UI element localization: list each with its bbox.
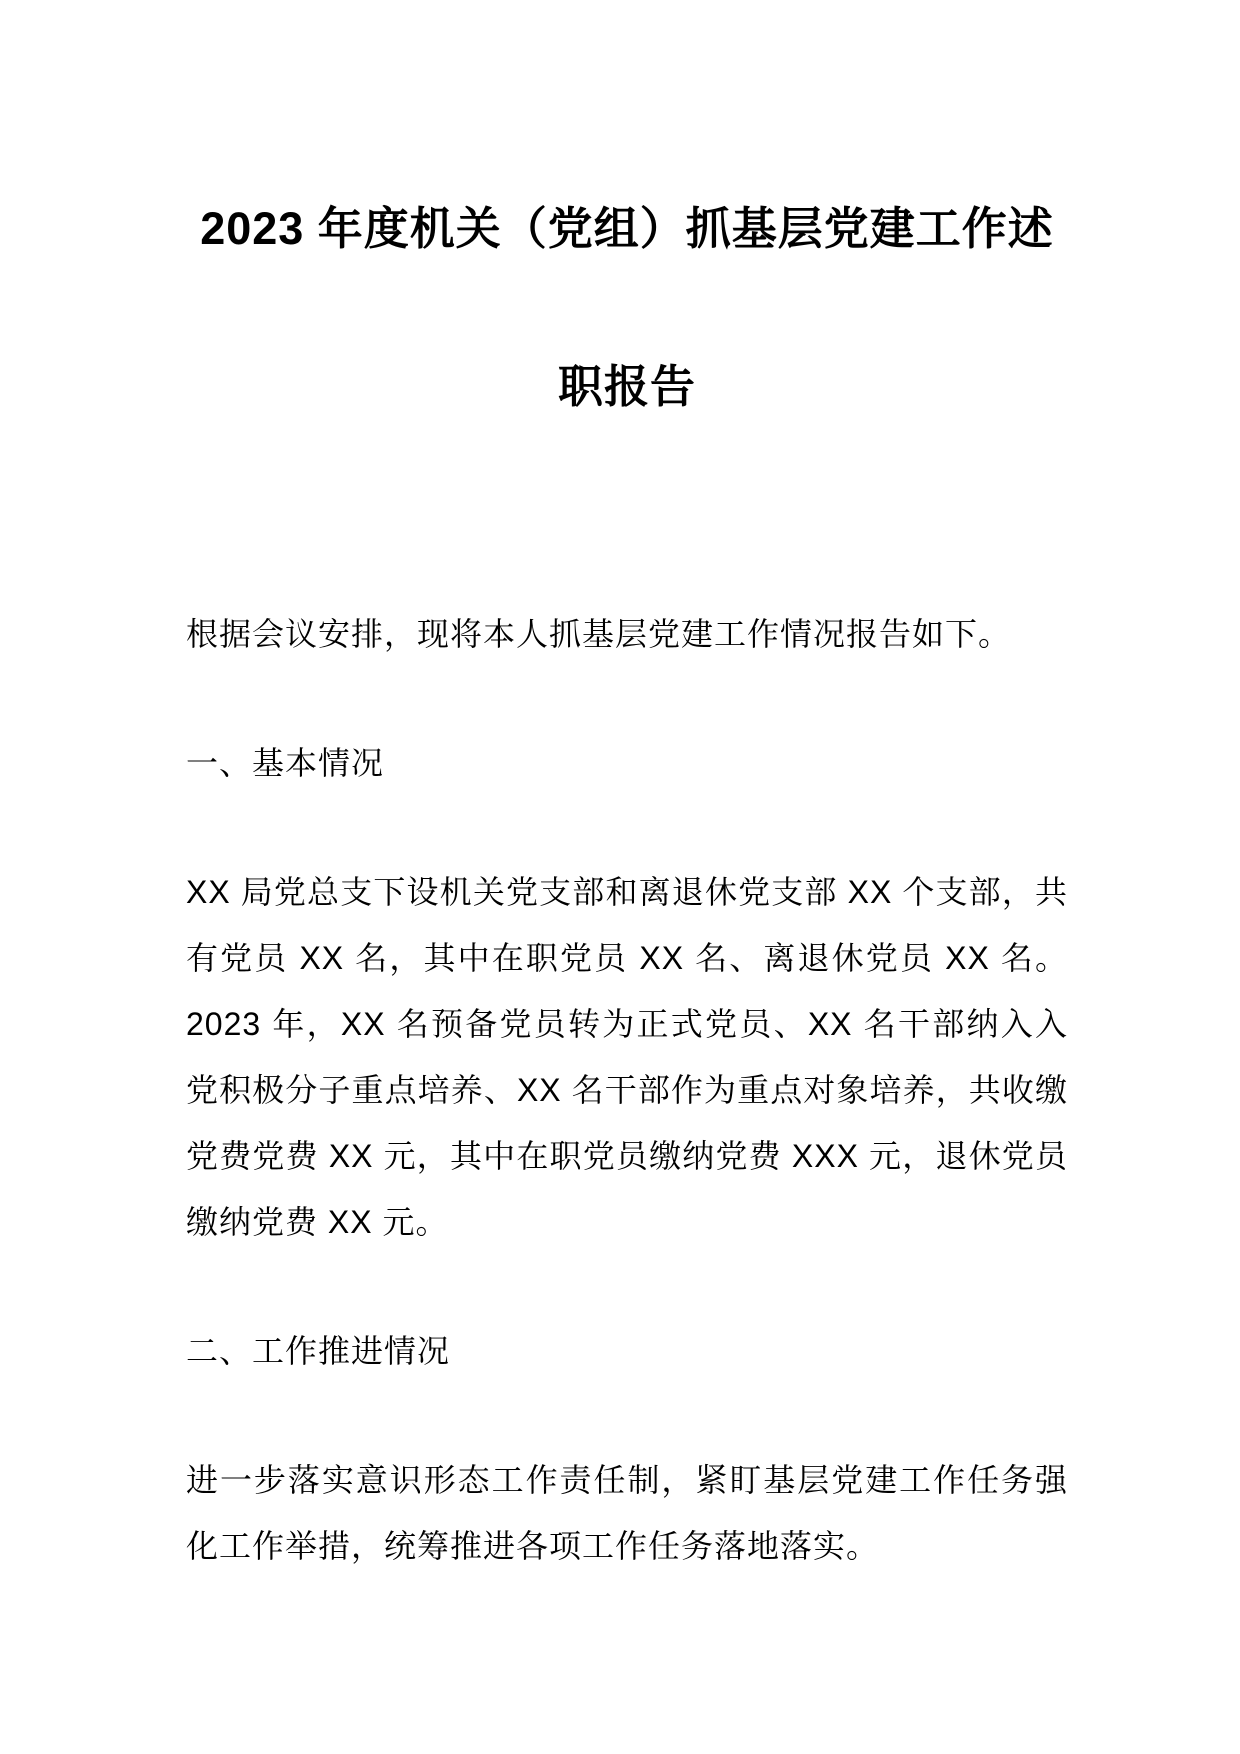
section-1-heading: 一、基本情况 — [186, 745, 385, 781]
section-2-heading: 二、工作推进情况 — [186, 1333, 451, 1369]
document-title-line-1: 2023 年度机关（党组）抓基层党建工作述 — [200, 203, 1054, 254]
section-1-paragraph: XX 局党总支下设机关党支部和离退休党支部 XX 个支部，共有党员 XX 名，其中在职党员 XX 名、离退休党员 XX 名。2023 年，XX 名预备党员转为正式党员、XX 名干部纳入入党积极分子重点培养、XX 名干部作为重点对象培养，共收缴党费党费 XX 元，其中在职党员缴纳党费 XXX 元，退休党员缴纳党费 XX 元。 — [186, 874, 1068, 1240]
section-2-paragraph: 进一步落实意识形态工作责任制，紧盯基层党建工作任务强化工作举措，统筹推进各项工作任务落地落实。 — [186, 1462, 1068, 1564]
document-title-line-2: 职报告 — [557, 361, 696, 412]
intro-paragraph: 根据会议安排，现将本人抓基层党建工作情况报告如下。 — [186, 616, 1012, 652]
document-title — [186, 150, 1068, 466]
